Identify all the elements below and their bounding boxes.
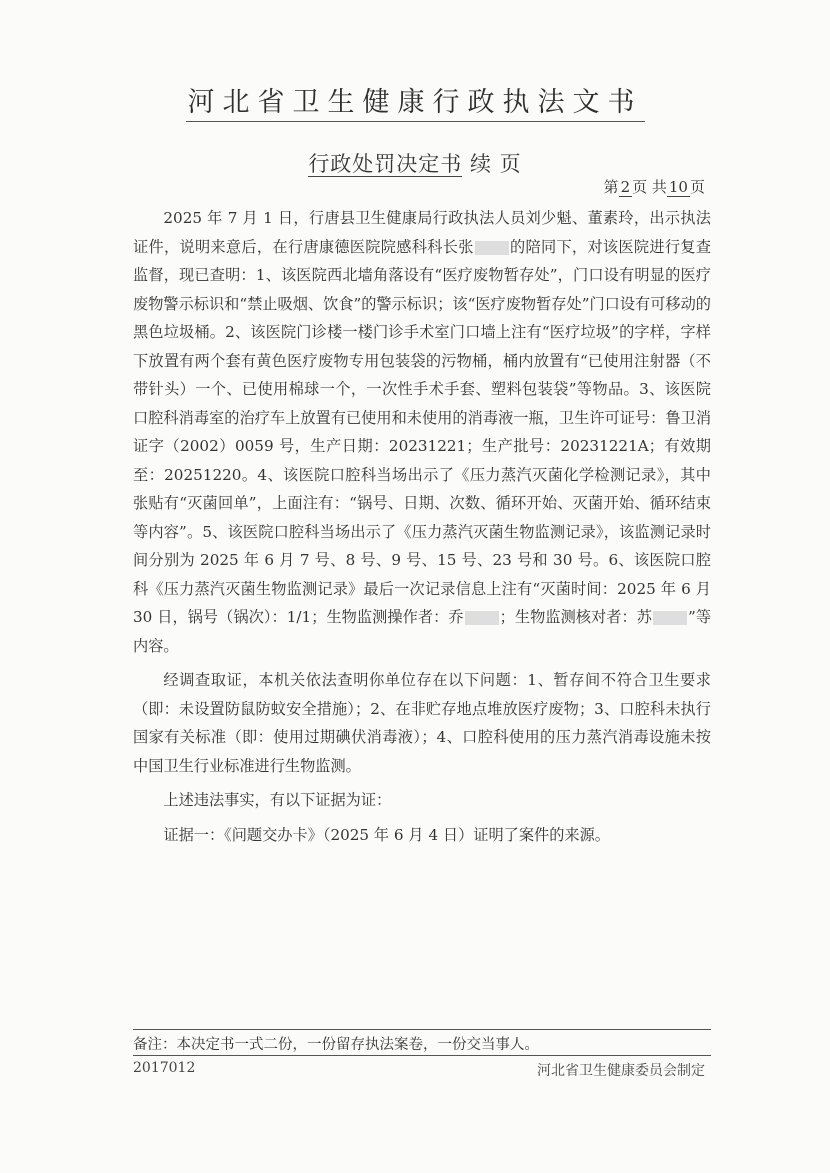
- subtitle-main: 行政处罚决定书: [308, 152, 463, 176]
- page-label-prefix: 第: [603, 178, 619, 196]
- page-number: [604, 176, 705, 197]
- form-code: 2017012: [133, 1060, 196, 1076]
- paragraph-investigation: [133, 204, 711, 660]
- paragraph-text: 2025 年 7 月 1 日，行唐县卫生健康局行政执法人员刘少魁、董素玲，出示执法证件，说明来意后，在行唐康德医院院感科科长张: [133, 209, 711, 256]
- document-title: [0, 80, 830, 119]
- footer-divider-top: [133, 1029, 711, 1030]
- document-subtitle: [0, 148, 830, 178]
- page-total: 10: [668, 178, 688, 196]
- subtitle-suffix: 续 页: [470, 152, 522, 176]
- redacted-name: [475, 241, 509, 255]
- paragraph-evidence-intro: 上述违法事实，有以下证据为证：: [163, 791, 392, 809]
- page-label-suffix: 页: [689, 178, 705, 196]
- paragraph-findings: 经调查取证，本机关依法查明你单位存在以下问题：1、暂存间不符合卫生要求（即：未设置防鼠防蚊安全措施）；2、在非贮存地点堆放医疗废物；3、口腔科未执行国家有关标准（即：使用过期碘伏消毒液）；4、口腔科使用的压力蒸汽消毒设施未按中国卫生行业标准进行生物监测。: [133, 671, 711, 775]
- footer-note: 备注：本决定书一式二份，一份留存执法案卷，一份交当事人。: [133, 1037, 539, 1053]
- paragraph-text: 的陪同下，对该医院进行复查监督，现已查明：1、该医院西北墙角落设有“医疗废物暂存处”，门口设有明显的医疗废物警示标识和“禁止吸烟、饮食”的警示标识；该“医疗废物暂存处”门口设有可移动的黑色垃圾桶。2、该医院门诊楼一楼门诊手术室门口墙上注有“医疗垃圾”的字样，字样下放置有两个套有黄色医疗废物专用包装袋的污物桶，桶内放置有“已使用注射器（不带针头）一个、已使用棉球一个，一次性手术手套、塑料包装袋”等物品。3、该医院口腔科消毒室的治疗车上放置有已使用和未使用的消毒液一瓶，卫生许可证号：鲁卫消证字（2002）0059 号，生产日期：20231221；生产批号：20231221A；有效期至：20251220。4、该医院口腔科当场出示了《压力蒸汽灭菌化学检测记录》，其中张贴有“灭菌回单”，上面注有：“锅号、日期、次数、循环开始、灭菌开始、循环结束等内容”。5、该医院口腔科当场出示了《压力蒸汽灭菌生物监测记录》，该监测记录时间分别为 2025 年 6 月 7 号、8 号、9 号、15 号、23 号和 30 号。6、该医院口腔科《压力蒸汽灭菌生物监测记录》最后一次记录信息上注有“灭菌时间：2025 年 6 月 30 日，锅号（锅次）：1/1；生物监测操作者：乔: [133, 237, 712, 626]
- redacted-name: [465, 611, 499, 625]
- paragraph-evidence-1: 证据一：《问题交办卡》（2025 年 6 月 4 日）证明了案件的来源。: [163, 825, 610, 844]
- document-body: [133, 204, 711, 849]
- form-maker: 河北省卫生健康委员会制定: [537, 1063, 705, 1079]
- footer-divider-bottom: [133, 1055, 711, 1056]
- page-current: 2: [620, 178, 631, 196]
- document-title-text: 河北省卫生健康行政执法文书: [186, 87, 645, 122]
- paragraph-text: ”等内容。: [133, 608, 712, 655]
- paragraph-text: ；生物监测核对者：苏: [499, 608, 653, 626]
- redacted-name: [653, 611, 687, 625]
- page-label-mid: 页 共: [632, 178, 667, 196]
